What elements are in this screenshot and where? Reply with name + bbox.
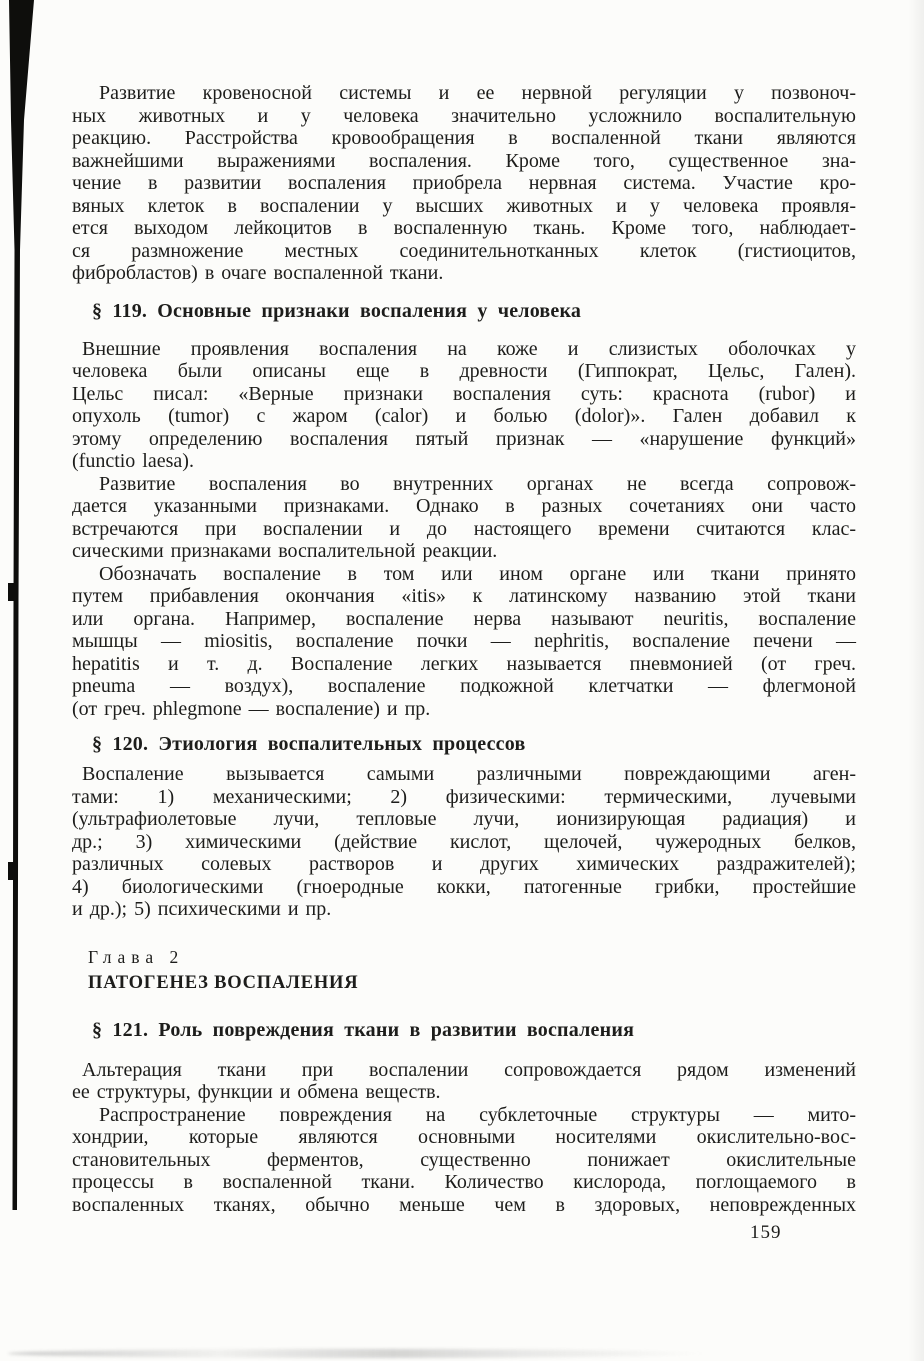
text-line: Цельс писал: «Верные признаки воспаления суть: краснота (rubor) и — [72, 382, 856, 405]
text-line: чение в развитии воспаления приобрела нервная система. Участие кро- — [72, 172, 856, 194]
paragraph-intro — [72, 82, 856, 285]
text-line: ется выходом лейкоцитов в воспаленную ткань. Кроме того, наблюдает- — [72, 217, 856, 239]
page-number: 159 — [750, 1222, 782, 1243]
section-heading-120: § 120. Этиология воспалительных процессов — [92, 733, 526, 755]
text-line: встречаются при воспалении и до настоящего времени считаются клас- — [72, 517, 856, 540]
text-line: ных животных и у человека значительно усложнило воспалительную — [72, 104, 856, 127]
text-line: хондрии, которые являются основными носителями окислительно-вос- — [72, 1126, 856, 1148]
section-heading-121: § 121. Роль повреждения ткани в развитии воспаления — [92, 1018, 635, 1041]
text-line: путем прибавления окончания «itis» к латинскому названию этой ткани — [72, 585, 856, 607]
paragraph-121-1 — [72, 1059, 856, 1104]
text-line: Распространение повреждения на субклеточные структуры — мито- — [99, 1103, 856, 1126]
paragraph-119-1 — [72, 338, 856, 473]
text-line: опухоль (tumor) с жаром (calor) и болью (dolor)». Гален добавил к — [72, 405, 856, 427]
text-line: сическими признаками воспалительной реакции. — [72, 540, 498, 562]
text-line: вяных клеток в воспалении у высших животных и у человека проявля- — [72, 194, 856, 217]
text-line: важнейшими выражениями воспаления. Кроме того, существенное зна- — [72, 149, 856, 172]
text-line: фибробластов) в очаге воспаленной ткани. — [72, 262, 444, 284]
paragraph-119-3 — [72, 563, 856, 721]
book-gutter-shadow — [0, 0, 40, 1361]
text-line: дается указанными признаками. Однако в разных сочетаниях они часто — [72, 495, 856, 517]
text-line: тами: 1) механическими; 2) физическими: термическими, лучевыми — [72, 785, 856, 808]
section-heading-119: § 119. Основные признаки воспаления у человека — [92, 299, 582, 322]
text-line: различных солевых растворов и других химических раздражителей); — [72, 853, 856, 875]
paragraph-119-2 — [72, 473, 856, 563]
text-line: Развитие кровеносной системы и ее нервной регуляции у позвоноч- — [99, 82, 856, 104]
text-line: Развитие воспаления во внутренних органах не всегда сопровож- — [99, 472, 856, 495]
text-line: 4) биологическими (гноеродные кокки, патогенные грибки, простейшие — [72, 875, 856, 898]
text-line: hepatitis и т. д. Воспаление легких называется пневмонией (от греч. — [72, 652, 856, 675]
text-line: Внешние проявления воспаления на коже и слизистых оболочках у — [82, 337, 856, 360]
text-line: pneuma — воздух), воспаление подкожной клетчатки — флегмоной — [72, 675, 856, 697]
text-line: процессы в воспаленной ткани. Количество кислорода, поглощаемого в — [72, 1171, 856, 1193]
text-line: ся размножение местных соединительнотканных клеток (гистиоцитов, — [72, 239, 856, 262]
text-line: воспаленных тканях, обычно меньше чем в здоровых, неповрежденных — [72, 1193, 856, 1216]
text-line: и др.); 5) психическими и пр. — [72, 898, 332, 920]
text-line: Альтерация ткани при воспалении сопровождается рядом изменений — [82, 1058, 856, 1081]
text-line: Воспаление вызывается самыми различными повреждающими аген- — [82, 763, 856, 785]
text-line: (ультрафиолетовые лучи, тепловые лучи, ионизирующая радиация) и — [72, 808, 856, 830]
paragraph-120-1 — [72, 763, 856, 921]
text-line: (от греч. phlegmone — воспаление) и пр. — [72, 697, 431, 720]
chapter-label: Глава 2 — [88, 946, 185, 967]
text-line: становительных ферментов, существенно понижает окислительные — [72, 1148, 856, 1171]
text-line: ее структуры, функции и обмена веществ. — [72, 1081, 441, 1103]
text-line: или органа. Например, воспаление нерва называют neuritis, воспаление — [72, 607, 856, 630]
chapter-title: ПАТОГЕНЕЗ ВОСПАЛЕНИЯ — [88, 972, 359, 993]
text-line: реакцию. Расстройства кровообращения в воспаленной ткани являются — [72, 127, 856, 149]
text-line: мышцы — miositis, воспаление почки — nephritis, воспаление печени — — [72, 630, 856, 652]
scan-artifact-bottom — [8, 1349, 708, 1358]
text-line: Обозначать воспаление в том или ином органе или ткани принято — [99, 562, 856, 585]
text-line: др.; 3) химическими (действие кислот, щелочей, чужеродных белков, — [72, 830, 856, 853]
paragraph-121-2 — [72, 1104, 856, 1217]
page-content — [72, 82, 856, 1216]
text-line: (functio laesa). — [72, 450, 194, 472]
text-line: этому определению воспаления пятый признак — «нарушение функций» — [72, 427, 856, 450]
text-line: человека были описаны еще в древности (Гиппократ, Цельс, Гален). — [72, 360, 856, 382]
